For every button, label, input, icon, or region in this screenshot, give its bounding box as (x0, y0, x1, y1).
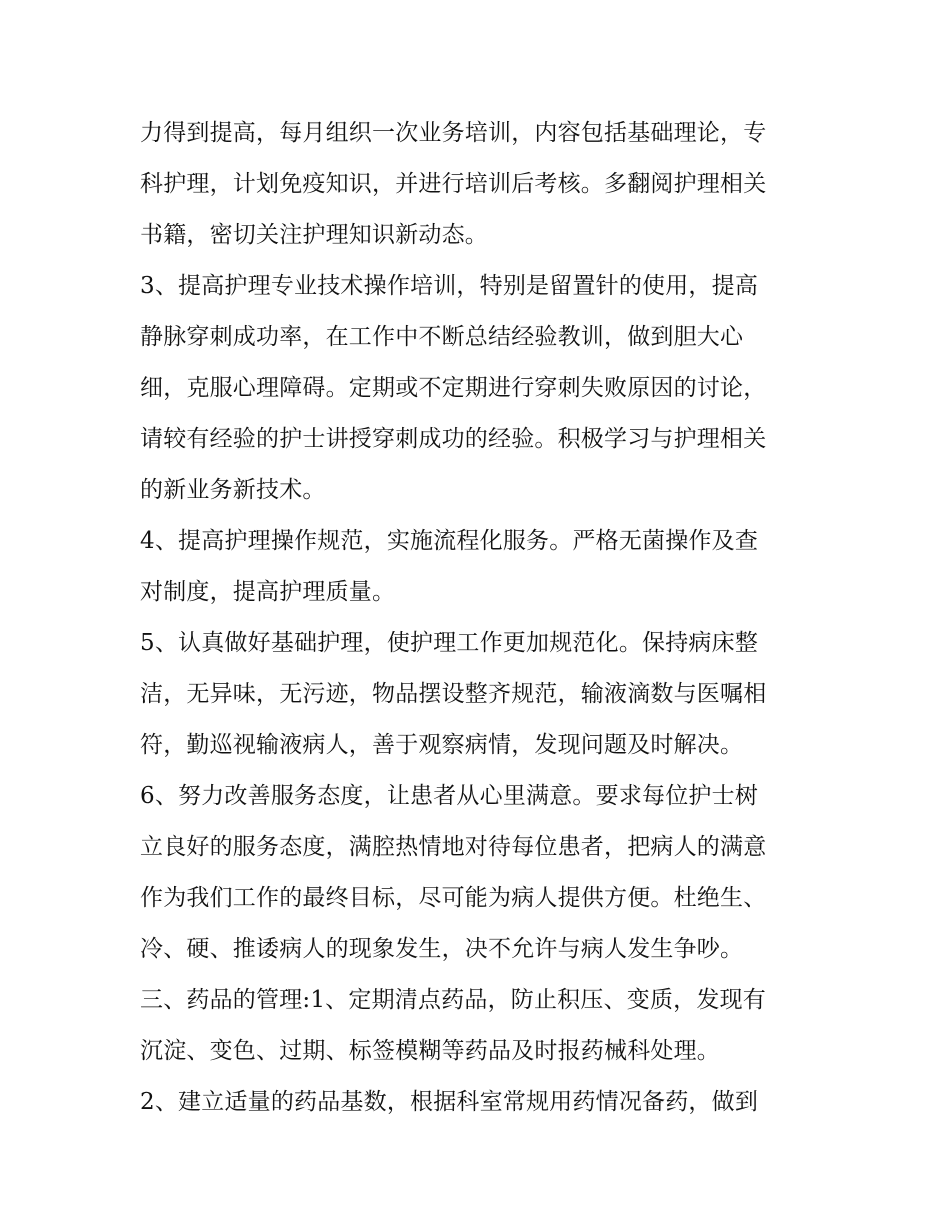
text-line: 2、建立适量的药品基数，根据科室常规用药情况备药，做到 (140, 1089, 759, 1115)
text-line: 书籍，密切关注护理知识新动态。 (140, 222, 488, 248)
text-line: 符，勤巡视输液病人，善于观察病情，发现问题及时解决。 (140, 732, 744, 758)
text-line: 请较有经验的护士讲授穿刺成功的经验。积极学习与护理相关 (140, 426, 767, 452)
text-line: 4、提高护理操作规范，实施流程化服务。严格无菌操作及查 (140, 528, 759, 554)
text-line: 5、认真做好基础护理，使护理工作更加规范化。保持病床整 (140, 630, 759, 656)
text-line: 细，克服心理障碍。定期或不定期进行穿刺失败原因的讨论， (140, 375, 767, 401)
document-body (140, 110, 820, 1130)
text-line: 三、药品的管理:1、定期清点药品，防止积压、变质，发现有 (140, 987, 766, 1013)
text-line: 6、努力改善服务态度，让患者从心里满意。要求每位护士树 (140, 783, 759, 809)
text-line: 3、提高护理专业技术操作培训，特别是留置针的使用，提高 (140, 273, 759, 299)
text-line: 洁，无异味，无污迹，物品摆设整齐规范，输液滴数与医嘱相 (140, 681, 767, 707)
text-line: 科护理，计划免疫知识，并进行培训后考核。多翻阅护理相关 (140, 171, 767, 197)
text-line: 力得到提高，每月组织一次业务培训，内容包括基础理论，专 (140, 120, 767, 146)
text-line: 立良好的服务态度，满腔热情地对待每位患者，把病人的满意 (140, 834, 767, 860)
text-line: 对制度，提高护理质量。 (140, 579, 396, 605)
text-line: 冷、硬、推诿病人的现象发生，决不允许与病人发生争吵。 (140, 936, 744, 962)
text-line: 静脉穿刺成功率，在工作中不断总结经验教训，做到胆大心 (140, 324, 744, 350)
text-line: 沉淀、变色、过期、标签模糊等药品及时报药械科处理。 (140, 1038, 720, 1064)
text-line: 的新业务新技术。 (140, 477, 326, 503)
text-line: 作为我们工作的最终目标，尽可能为病人提供方便。杜绝生、 (140, 885, 767, 911)
